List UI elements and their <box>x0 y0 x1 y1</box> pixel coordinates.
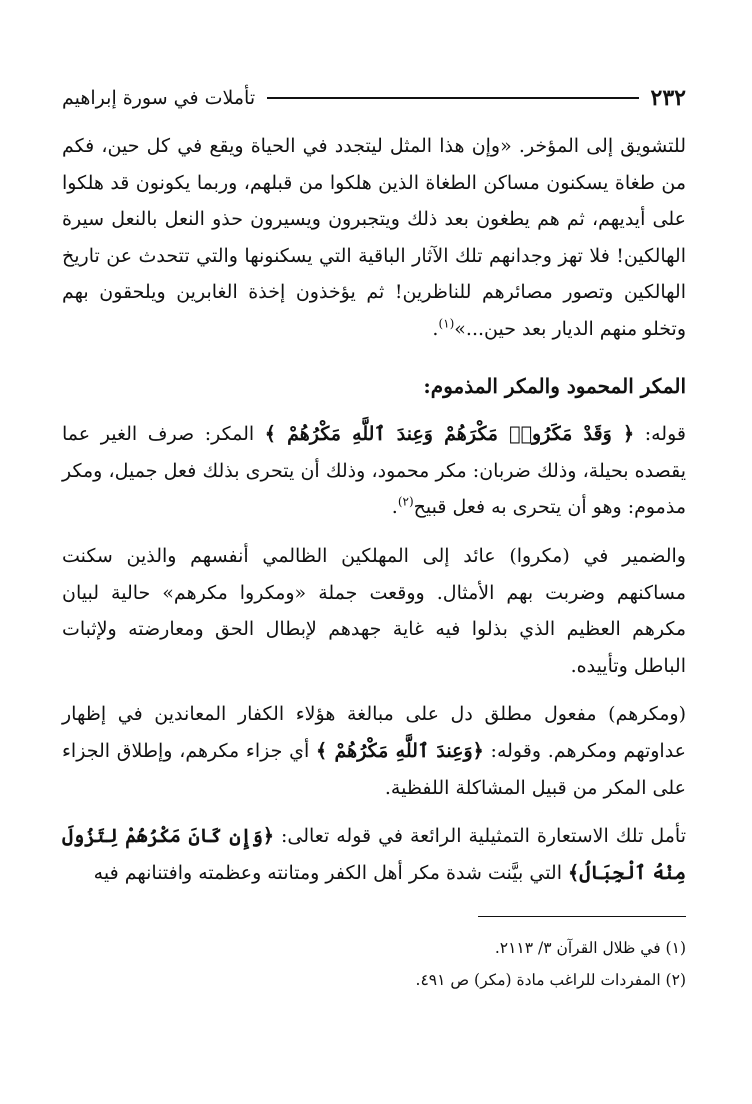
header-rule <box>267 97 638 99</box>
quran-bracket-close: ﴾ <box>264 423 276 446</box>
paragraph-lead: قوله: <box>634 423 686 446</box>
section-heading: المكر المحمود والمكر المذموم: <box>423 373 686 398</box>
page-number: ٢٣٢ <box>650 85 686 111</box>
footnote-2: (٢) المفردات للراغب مادة (مكر) ص ٤٩١. <box>415 971 686 989</box>
quran-bracket-close: ﴾ <box>568 861 580 884</box>
footnote-ref-1: (١) <box>438 316 455 331</box>
paragraph-text: أي جزاء مكرهم، وإطلاق الجزاء على المكر من قبيل المشاكلة اللفظية. <box>62 739 686 799</box>
quran-verse: وَإِن كَانَ مَكْرُهُمْ لِتَزُولَ مِنْهُ ٱلْجِبَالُ <box>62 825 686 884</box>
footnote-ref-2: (٢) <box>397 495 414 510</box>
footnote-1: (١) في ظلال القرآن ٣/ ٢١١٣. <box>494 939 686 957</box>
paragraph-makr-definition <box>62 416 686 526</box>
footnote-rule <box>478 916 686 917</box>
quran-bracket-open: ﴿ <box>622 423 635 446</box>
quran-verse: وَقَدْ مَكَرُوا۟ مَكْرَهُمْ وَعِندَ ٱللَّهِ مَكْرُهُمْ <box>275 423 623 446</box>
paragraph-quote-continuation <box>62 128 686 348</box>
footnotes <box>62 932 686 996</box>
paragraph-tail: . <box>432 317 439 340</box>
running-header <box>62 84 686 112</box>
quran-bracket-open: ﴿ <box>262 825 274 848</box>
paragraph-metaphor <box>62 818 686 891</box>
page-body <box>62 128 686 891</box>
paragraph-text: والضمير في (مكروا) عائد إلى المهلكين الظالمي أنفسهم والذين سكنت مساكنهم وضربت بهم الأمثال. ووقعت جملة «ومكروا مكرهم» حالية لبيان مكرهم العظيم الذي بذلوا فيه غاية جهدهم لإبطال الحق ومعارضته ولإثبات الباطل وتأييده. <box>62 544 686 677</box>
running-title: تأملات في سورة إبراهيم <box>62 87 256 109</box>
paragraph-pronoun <box>62 538 686 684</box>
quran-bracket-close: ﴾ <box>316 739 328 762</box>
paragraph-text: للتشويق إلى المؤخر. «وإن هذا المثل ليتجدد في الحياة ويقع في كل حين، فكم من طغاة يسكنون مساكن الطغاة الذين هلكوا من قبلهم، وربما يكونون قد هلكوا على أيديهم، ثم هم يطغون بعد ذلك ويتجبرون ويسيرون حذو النعل بالنعل سيرة الهالكين! فلا تهز وجدانهم تلك الآثار الباقية التي يسكنونها والتي تتحدث عن تاريخ الهالكين وتصور مصائرهم للناظرين! ثم يؤخذون إخذة الغابرين ويلحقون بهم وتخلو منهم الديار بعد حين...» <box>62 135 686 340</box>
paragraph-text: المكر: صرف الغير عما يقصده بحيلة، وذلك ضربان: مكر محمود، وذلك أن يتحرى بذلك فعل جميل، ومكر مذموم: وهو أن يتحرى به فعل قبيح <box>62 423 686 519</box>
quran-bracket-open: ﴿ <box>472 739 484 762</box>
paragraph-text: التي بيَّنت شدة مكر أهل الكفر ومتانته وعظمته وافتنانهم فيه <box>93 861 569 884</box>
paragraph-lead: تأمل تلك الاستعارة التمثيلية الرائعة في قوله تعالى: <box>273 825 686 848</box>
paragraph-tail: . <box>391 496 398 519</box>
quran-verse: وَعِندَ ٱللَّهِ مَكْرُهُمْ <box>327 739 473 762</box>
paragraph-absolute-object <box>62 696 686 806</box>
paragraph-lead: (ومكرهم) مفعول مطلق دل على مبالغة هؤلاء الكفار المعاندين في إظهار عداوتهم ومكرهم. وقوله: <box>62 703 687 762</box>
